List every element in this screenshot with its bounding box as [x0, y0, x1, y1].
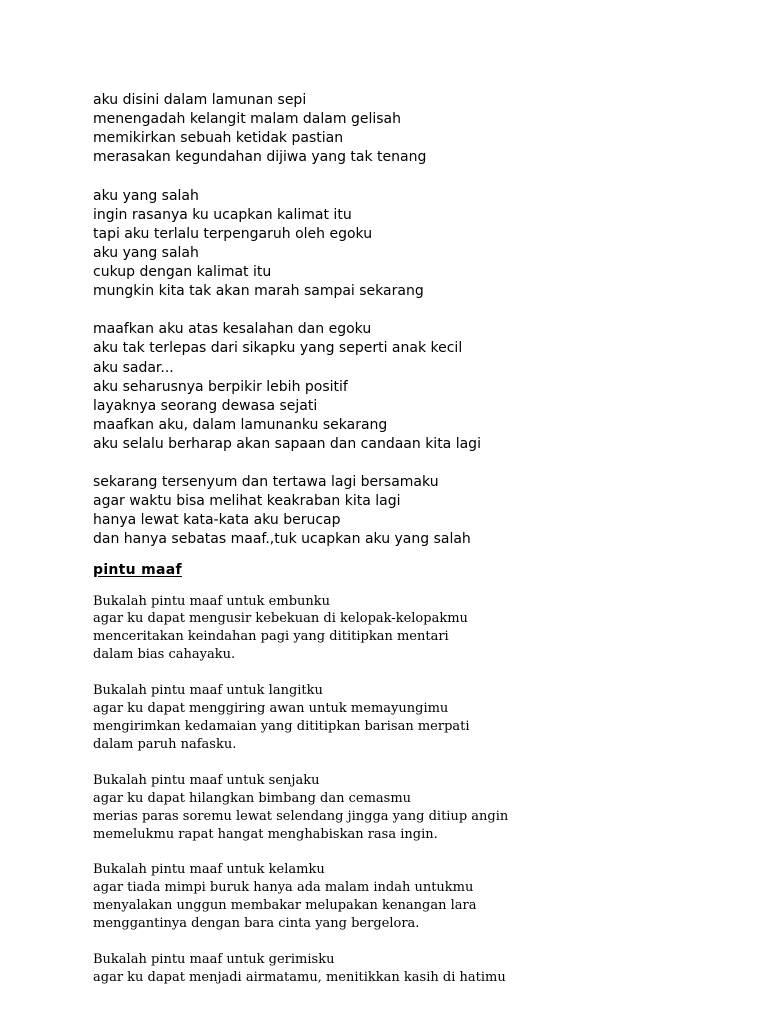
poem-line: Bukalah pintu maaf untuk kelamku — [93, 862, 325, 878]
poem-line: aku selalu berharap akan sapaan dan candaan kita lagi — [93, 435, 481, 452]
poem-line: agar ku dapat menggiring awan untuk memayungimu — [93, 701, 449, 717]
poem-line: aku tak terlepas dari sikapku yang seperti anak kecil — [93, 340, 463, 357]
poem-line: aku yang salah — [93, 187, 199, 204]
stanza — [93, 861, 733, 933]
poem-line: merias paras soremu lewat selendang jingga yang ditiup angin — [93, 808, 509, 824]
poem-title: pintu maaf — [93, 561, 182, 578]
poem-line: menceritakan keindahan pagi yang dititipkan mentari — [93, 629, 449, 645]
poem-line: aku disini dalam lamunan sepi — [93, 92, 307, 108]
poem-line: mengirimkan kedamaian yang dititipkan barisan merpati — [93, 718, 470, 734]
poem-1 — [93, 91, 733, 550]
poem-line: dalam bias cahayaku. — [93, 647, 236, 663]
poem-line: agar ku dapat menjadi airmatamu, menitikkan kasih di hatimu — [93, 969, 506, 985]
poem-2 — [93, 593, 733, 987]
poem-line: aku yang salah — [93, 244, 199, 261]
stanza — [93, 320, 733, 454]
poem-line: menengadah kelangit malam dalam gelisah — [93, 111, 401, 128]
poem-line: aku sadar... — [93, 359, 174, 376]
poem-line: agar tiada mimpi buruk hanya ada malam indah untukmu — [93, 880, 474, 896]
poem-line: dalam paruh nafasku. — [93, 736, 237, 752]
poem-line: agar ku dapat hilangkan bimbang dan cemasmu — [93, 790, 412, 806]
poem-line: ingin rasanya ku ucapkan kalimat itu — [93, 206, 352, 223]
stanza — [93, 772, 733, 844]
poem-line: cukup dengan kalimat itu — [93, 263, 272, 280]
poem-line: agar waktu bisa melihat keakraban kita lagi — [93, 493, 401, 510]
stanza — [93, 91, 733, 167]
stanza — [93, 473, 733, 549]
poem-line: memelukmu rapat hangat menghabiskan rasa ingin. — [93, 826, 438, 842]
poem-line: Bukalah pintu maaf untuk embunku — [93, 593, 331, 609]
poem-line: Bukalah pintu maaf untuk gerimisku — [93, 952, 335, 968]
poem-line: layaknya seorang dewasa sejati — [93, 397, 318, 414]
poem-line: dan hanya sebatas maaf.,tuk ucapkan aku yang salah — [93, 531, 471, 548]
stanza — [93, 187, 733, 302]
poem-line: agar ku dapat mengusir kebekuan di kelopak-kelopakmu — [93, 611, 468, 627]
poem-line: memikirkan sebuah ketidak pastian — [93, 130, 344, 147]
poem-line: aku seharusnya berpikir lebih positif — [93, 378, 348, 395]
poem-line: menyalakan unggun membakar melupakan kenangan lara — [93, 898, 477, 914]
stanza — [93, 951, 733, 987]
stanza — [93, 682, 733, 754]
poem-line: maafkan aku, dalam lamunanku sekarang — [93, 416, 388, 433]
document-page — [93, 91, 733, 987]
poem-line: tapi aku terlalu terpengaruh oleh egoku — [93, 225, 373, 242]
poem-line: Bukalah pintu maaf untuk senjaku — [93, 772, 320, 788]
poem-line: merasakan kegundahan dijiwa yang tak tenang — [93, 149, 427, 166]
stanza — [93, 593, 733, 665]
poem-line: hanya lewat kata-kata aku berucap — [93, 512, 341, 529]
poem-line: sekarang tersenyum dan tertawa lagi bersamaku — [93, 474, 439, 491]
poem-line: mungkin kita tak akan marah sampai sekarang — [93, 283, 424, 300]
poem-line: maafkan aku atas kesalahan dan egoku — [93, 321, 372, 338]
poem-line: menggantinya dengan bara cinta yang bergelora. — [93, 916, 420, 932]
poem-line: Bukalah pintu maaf untuk langitku — [93, 683, 323, 699]
